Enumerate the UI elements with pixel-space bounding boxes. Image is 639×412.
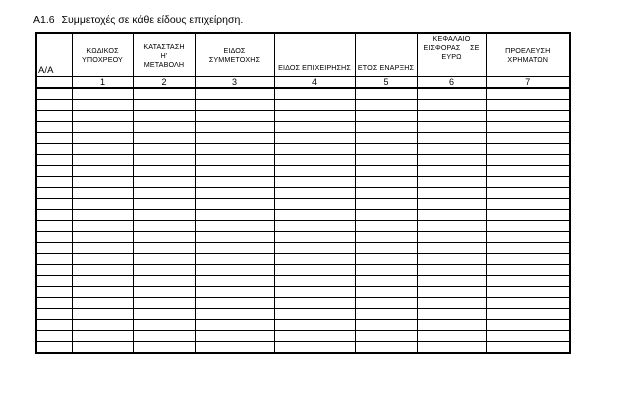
- table-cell[interactable]: [417, 276, 486, 287]
- table-cell[interactable]: [195, 221, 274, 232]
- table-cell[interactable]: [274, 133, 355, 144]
- table-cell[interactable]: [355, 155, 417, 166]
- table-cell[interactable]: [195, 100, 274, 111]
- table-cell[interactable]: [274, 243, 355, 254]
- table-cell[interactable]: [417, 254, 486, 265]
- section-title: [33, 14, 243, 26]
- table-cell[interactable]: [72, 331, 133, 342]
- table-cell[interactable]: [72, 232, 133, 243]
- table-cell[interactable]: [133, 166, 195, 177]
- table-cell[interactable]: [133, 298, 195, 309]
- table-row: [36, 232, 570, 243]
- table-row: [36, 199, 570, 210]
- table-row: [36, 342, 570, 354]
- table-cell[interactable]: [417, 144, 486, 155]
- table-row: [36, 287, 570, 298]
- header-kodikos: ΚΩΔΙΚΟΣ ΥΠΟΧΡΕΟΥ: [72, 33, 133, 77]
- table-cell[interactable]: [274, 144, 355, 155]
- table-cell[interactable]: [195, 342, 274, 354]
- table-cell[interactable]: [274, 199, 355, 210]
- table-row: [36, 254, 570, 265]
- table-cell[interactable]: [274, 221, 355, 232]
- table-cell[interactable]: [417, 122, 486, 133]
- header-eidos-epixeirisis: ΕΙΔΟΣ ΕΠΙΧΕΙΡΗΣΗΣ: [274, 33, 355, 77]
- table-cell[interactable]: [195, 177, 274, 188]
- table-cell[interactable]: [417, 155, 486, 166]
- table-cell[interactable]: [486, 100, 570, 111]
- column-number: 7: [486, 77, 570, 89]
- table-cell[interactable]: [36, 144, 72, 155]
- table-cell[interactable]: [133, 276, 195, 287]
- table-cell[interactable]: [133, 287, 195, 298]
- column-number: 2: [133, 77, 195, 89]
- table-cell[interactable]: [133, 265, 195, 276]
- table-cell[interactable]: [417, 111, 486, 122]
- header-eidos-symmetoxis: ΕΙΔΟΣ ΣΥΜΜΕΤΟΧΗΣ: [195, 33, 274, 77]
- table-cell[interactable]: [72, 210, 133, 221]
- table-cell[interactable]: [72, 155, 133, 166]
- table-row: [36, 144, 570, 155]
- table-cell[interactable]: [486, 199, 570, 210]
- table-cell[interactable]: [486, 210, 570, 221]
- table-cell[interactable]: [195, 166, 274, 177]
- table-cell[interactable]: [195, 276, 274, 287]
- section-title-text: Συμμετοχές σε κάθε είδους επιχείρηση.: [61, 14, 244, 26]
- table-cell[interactable]: [417, 210, 486, 221]
- table-row: [36, 243, 570, 254]
- table-cell[interactable]: [417, 243, 486, 254]
- table-row: [36, 166, 570, 177]
- table-cell[interactable]: [486, 177, 570, 188]
- table-row: [36, 210, 570, 221]
- table-cell[interactable]: [195, 210, 274, 221]
- column-number: 5: [355, 77, 417, 89]
- table-row: [36, 111, 570, 122]
- table-cell[interactable]: [486, 111, 570, 122]
- column-number: 4: [274, 77, 355, 89]
- table-cell[interactable]: [355, 331, 417, 342]
- table-cell[interactable]: [417, 221, 486, 232]
- table-cell[interactable]: [355, 342, 417, 354]
- table-cell[interactable]: [36, 265, 72, 276]
- table-cell[interactable]: [417, 309, 486, 320]
- table-cell[interactable]: [274, 188, 355, 199]
- table-cell[interactable]: [417, 166, 486, 177]
- table-row: [36, 221, 570, 232]
- table-cell[interactable]: [274, 331, 355, 342]
- table-row: [36, 188, 570, 199]
- table-cell[interactable]: [36, 210, 72, 221]
- table-cell[interactable]: [355, 254, 417, 265]
- column-number-row: [36, 77, 570, 89]
- table-cell[interactable]: [36, 221, 72, 232]
- table-cell[interactable]: [195, 232, 274, 243]
- table-cell[interactable]: [486, 133, 570, 144]
- table-cell[interactable]: [36, 243, 72, 254]
- table-cell[interactable]: [72, 298, 133, 309]
- table-row: [36, 177, 570, 188]
- table-cell[interactable]: [72, 88, 133, 100]
- table-cell[interactable]: [133, 188, 195, 199]
- table-cell[interactable]: [36, 122, 72, 133]
- table-cell[interactable]: [355, 276, 417, 287]
- table-cell[interactable]: [417, 232, 486, 243]
- table-cell[interactable]: [133, 122, 195, 133]
- table-cell[interactable]: [36, 155, 72, 166]
- header-proeleusi: ΠΡΟΕΛΕΥΣΗ ΧΡΗΜΑΤΩΝ: [486, 33, 570, 77]
- table-cell[interactable]: [195, 287, 274, 298]
- table-cell[interactable]: [133, 199, 195, 210]
- table-cell[interactable]: [195, 133, 274, 144]
- header-row: [36, 33, 570, 77]
- table-cell[interactable]: [274, 122, 355, 133]
- table-cell[interactable]: [355, 144, 417, 155]
- participations-table: [35, 32, 571, 354]
- table-cell[interactable]: [36, 320, 72, 331]
- table-cell[interactable]: [36, 232, 72, 243]
- table-cell[interactable]: [274, 155, 355, 166]
- column-number: [36, 77, 72, 89]
- table-cell[interactable]: [417, 133, 486, 144]
- table-cell[interactable]: [133, 144, 195, 155]
- header-etos-enarxis: ΕΤΟΣ ΕΝΑΡΞΗΣ: [355, 33, 417, 77]
- table-cell[interactable]: [417, 265, 486, 276]
- table-cell[interactable]: [133, 177, 195, 188]
- table-cell[interactable]: [195, 309, 274, 320]
- table-cell[interactable]: [195, 243, 274, 254]
- table-cell[interactable]: [355, 100, 417, 111]
- table-cell[interactable]: [72, 287, 133, 298]
- table-cell[interactable]: [274, 100, 355, 111]
- table-row: [36, 320, 570, 331]
- table-cell[interactable]: [195, 155, 274, 166]
- table-cell[interactable]: [72, 342, 133, 354]
- table-row: [36, 309, 570, 320]
- table-cell[interactable]: [355, 210, 417, 221]
- table-cell[interactable]: [36, 342, 72, 354]
- table-cell[interactable]: [486, 287, 570, 298]
- table-cell[interactable]: [274, 210, 355, 221]
- table-cell[interactable]: [274, 265, 355, 276]
- table-cell[interactable]: [274, 276, 355, 287]
- table-cell[interactable]: [36, 287, 72, 298]
- table-cell[interactable]: [195, 188, 274, 199]
- column-number: 1: [72, 77, 133, 89]
- table-cell[interactable]: [72, 100, 133, 111]
- table-cell[interactable]: [355, 177, 417, 188]
- table-cell[interactable]: [133, 331, 195, 342]
- table-cell[interactable]: [486, 232, 570, 243]
- table-cell[interactable]: [133, 254, 195, 265]
- table-cell[interactable]: [417, 331, 486, 342]
- table-cell[interactable]: [417, 100, 486, 111]
- table-cell[interactable]: [355, 88, 417, 100]
- table-cell[interactable]: [72, 243, 133, 254]
- column-number: 3: [195, 77, 274, 89]
- table-cell[interactable]: [72, 199, 133, 210]
- table-cell[interactable]: [133, 309, 195, 320]
- table-cell[interactable]: [72, 221, 133, 232]
- table-row: [36, 265, 570, 276]
- table-cell[interactable]: [486, 276, 570, 287]
- table-row: [36, 155, 570, 166]
- table-cell[interactable]: [486, 122, 570, 133]
- header-katastasi: ΚΑΤΑΣΤΑΣΗ Η’ ΜΕΤΑΒΟΛΗ: [133, 33, 195, 77]
- table-cell[interactable]: [133, 342, 195, 354]
- table-cell[interactable]: [36, 100, 72, 111]
- table-cell[interactable]: [417, 287, 486, 298]
- table-cell[interactable]: [355, 287, 417, 298]
- table-cell[interactable]: [36, 199, 72, 210]
- table-cell[interactable]: [274, 298, 355, 309]
- table-cell[interactable]: [355, 265, 417, 276]
- table-cell[interactable]: [195, 122, 274, 133]
- table-cell[interactable]: [486, 309, 570, 320]
- table-cell[interactable]: [486, 188, 570, 199]
- table-cell[interactable]: [355, 188, 417, 199]
- table-cell[interactable]: [195, 254, 274, 265]
- table-row: [36, 100, 570, 111]
- table-cell[interactable]: [36, 88, 72, 100]
- table-row: [36, 133, 570, 144]
- table-cell[interactable]: [133, 155, 195, 166]
- table-cell[interactable]: [486, 221, 570, 232]
- table-row: [36, 298, 570, 309]
- header-kefalaio: ΚΕΦΑΛΑΙΟ ΕΙΣΦΟΡΑΣ ΣΕ ΕΥΡΩ: [417, 33, 486, 77]
- table-cell[interactable]: [133, 88, 195, 100]
- table-cell[interactable]: [486, 298, 570, 309]
- table-cell[interactable]: [274, 88, 355, 100]
- table-cell[interactable]: [72, 320, 133, 331]
- table-cell[interactable]: [355, 243, 417, 254]
- table-cell[interactable]: [274, 177, 355, 188]
- table-cell[interactable]: [72, 309, 133, 320]
- table-cell[interactable]: [133, 243, 195, 254]
- table-cell[interactable]: [36, 166, 72, 177]
- table-cell[interactable]: [486, 320, 570, 331]
- table-cell[interactable]: [133, 320, 195, 331]
- table-row: [36, 122, 570, 133]
- table-cell[interactable]: [36, 254, 72, 265]
- table-cell[interactable]: [355, 320, 417, 331]
- table-cell[interactable]: [274, 320, 355, 331]
- table-cell[interactable]: [355, 166, 417, 177]
- table-cell[interactable]: [36, 188, 72, 199]
- table-cell[interactable]: [72, 265, 133, 276]
- table-cell[interactable]: [274, 342, 355, 354]
- table-cell[interactable]: [417, 199, 486, 210]
- table-cell[interactable]: [36, 331, 72, 342]
- table-cell[interactable]: [355, 221, 417, 232]
- table-cell[interactable]: [72, 254, 133, 265]
- table-cell[interactable]: [486, 88, 570, 100]
- table-cell[interactable]: [133, 221, 195, 232]
- table-cell[interactable]: [72, 177, 133, 188]
- table-cell[interactable]: [36, 111, 72, 122]
- table-cell[interactable]: [133, 232, 195, 243]
- table-cell[interactable]: [133, 100, 195, 111]
- table-cell[interactable]: [274, 232, 355, 243]
- table-cell[interactable]: [72, 188, 133, 199]
- table-cell[interactable]: [195, 331, 274, 342]
- table-cell[interactable]: [195, 111, 274, 122]
- table-cell[interactable]: [486, 155, 570, 166]
- table-row: [36, 88, 570, 100]
- header-aa: Α/Α: [36, 33, 72, 77]
- table-cell[interactable]: [133, 133, 195, 144]
- table-cell[interactable]: [486, 166, 570, 177]
- table-cell[interactable]: [72, 166, 133, 177]
- table-cell[interactable]: [355, 111, 417, 122]
- table-cell[interactable]: [355, 309, 417, 320]
- table-cell[interactable]: [195, 199, 274, 210]
- table-cell[interactable]: [274, 111, 355, 122]
- table-cell[interactable]: [355, 199, 417, 210]
- table-cell[interactable]: [133, 210, 195, 221]
- table-cell[interactable]: [274, 254, 355, 265]
- table-cell[interactable]: [274, 287, 355, 298]
- table-cell[interactable]: [36, 298, 72, 309]
- table-cell[interactable]: [72, 133, 133, 144]
- table-cell[interactable]: [195, 88, 274, 100]
- table-cell[interactable]: [417, 298, 486, 309]
- table-cell[interactable]: [72, 122, 133, 133]
- table-cell[interactable]: [195, 265, 274, 276]
- table-cell[interactable]: [72, 111, 133, 122]
- table-cell[interactable]: [486, 342, 570, 354]
- section-number: A1.6: [33, 14, 55, 26]
- table-cell[interactable]: [72, 276, 133, 287]
- table-cell[interactable]: [417, 320, 486, 331]
- table-cell[interactable]: [36, 309, 72, 320]
- table-row: [36, 331, 570, 342]
- table-cell[interactable]: [36, 133, 72, 144]
- table-cell[interactable]: [486, 265, 570, 276]
- table-cell[interactable]: [36, 276, 72, 287]
- table-cell[interactable]: [355, 298, 417, 309]
- table-cell[interactable]: [486, 331, 570, 342]
- table-cell[interactable]: [274, 309, 355, 320]
- table-cell[interactable]: [486, 254, 570, 265]
- table-cell[interactable]: [417, 177, 486, 188]
- table-cell[interactable]: [355, 232, 417, 243]
- table-cell[interactable]: [274, 166, 355, 177]
- table-cell[interactable]: [195, 298, 274, 309]
- column-number: 6: [417, 77, 486, 89]
- table-cell[interactable]: [133, 111, 195, 122]
- table-cell[interactable]: [355, 133, 417, 144]
- table-cell[interactable]: [195, 144, 274, 155]
- table-cell[interactable]: [417, 342, 486, 354]
- table-cell[interactable]: [36, 177, 72, 188]
- table-cell[interactable]: [486, 243, 570, 254]
- table-cell[interactable]: [195, 320, 274, 331]
- table-cell[interactable]: [486, 144, 570, 155]
- table-cell[interactable]: [72, 144, 133, 155]
- table-row: [36, 276, 570, 287]
- table-cell[interactable]: [355, 122, 417, 133]
- table-cell[interactable]: [417, 88, 486, 100]
- table-cell[interactable]: [417, 188, 486, 199]
